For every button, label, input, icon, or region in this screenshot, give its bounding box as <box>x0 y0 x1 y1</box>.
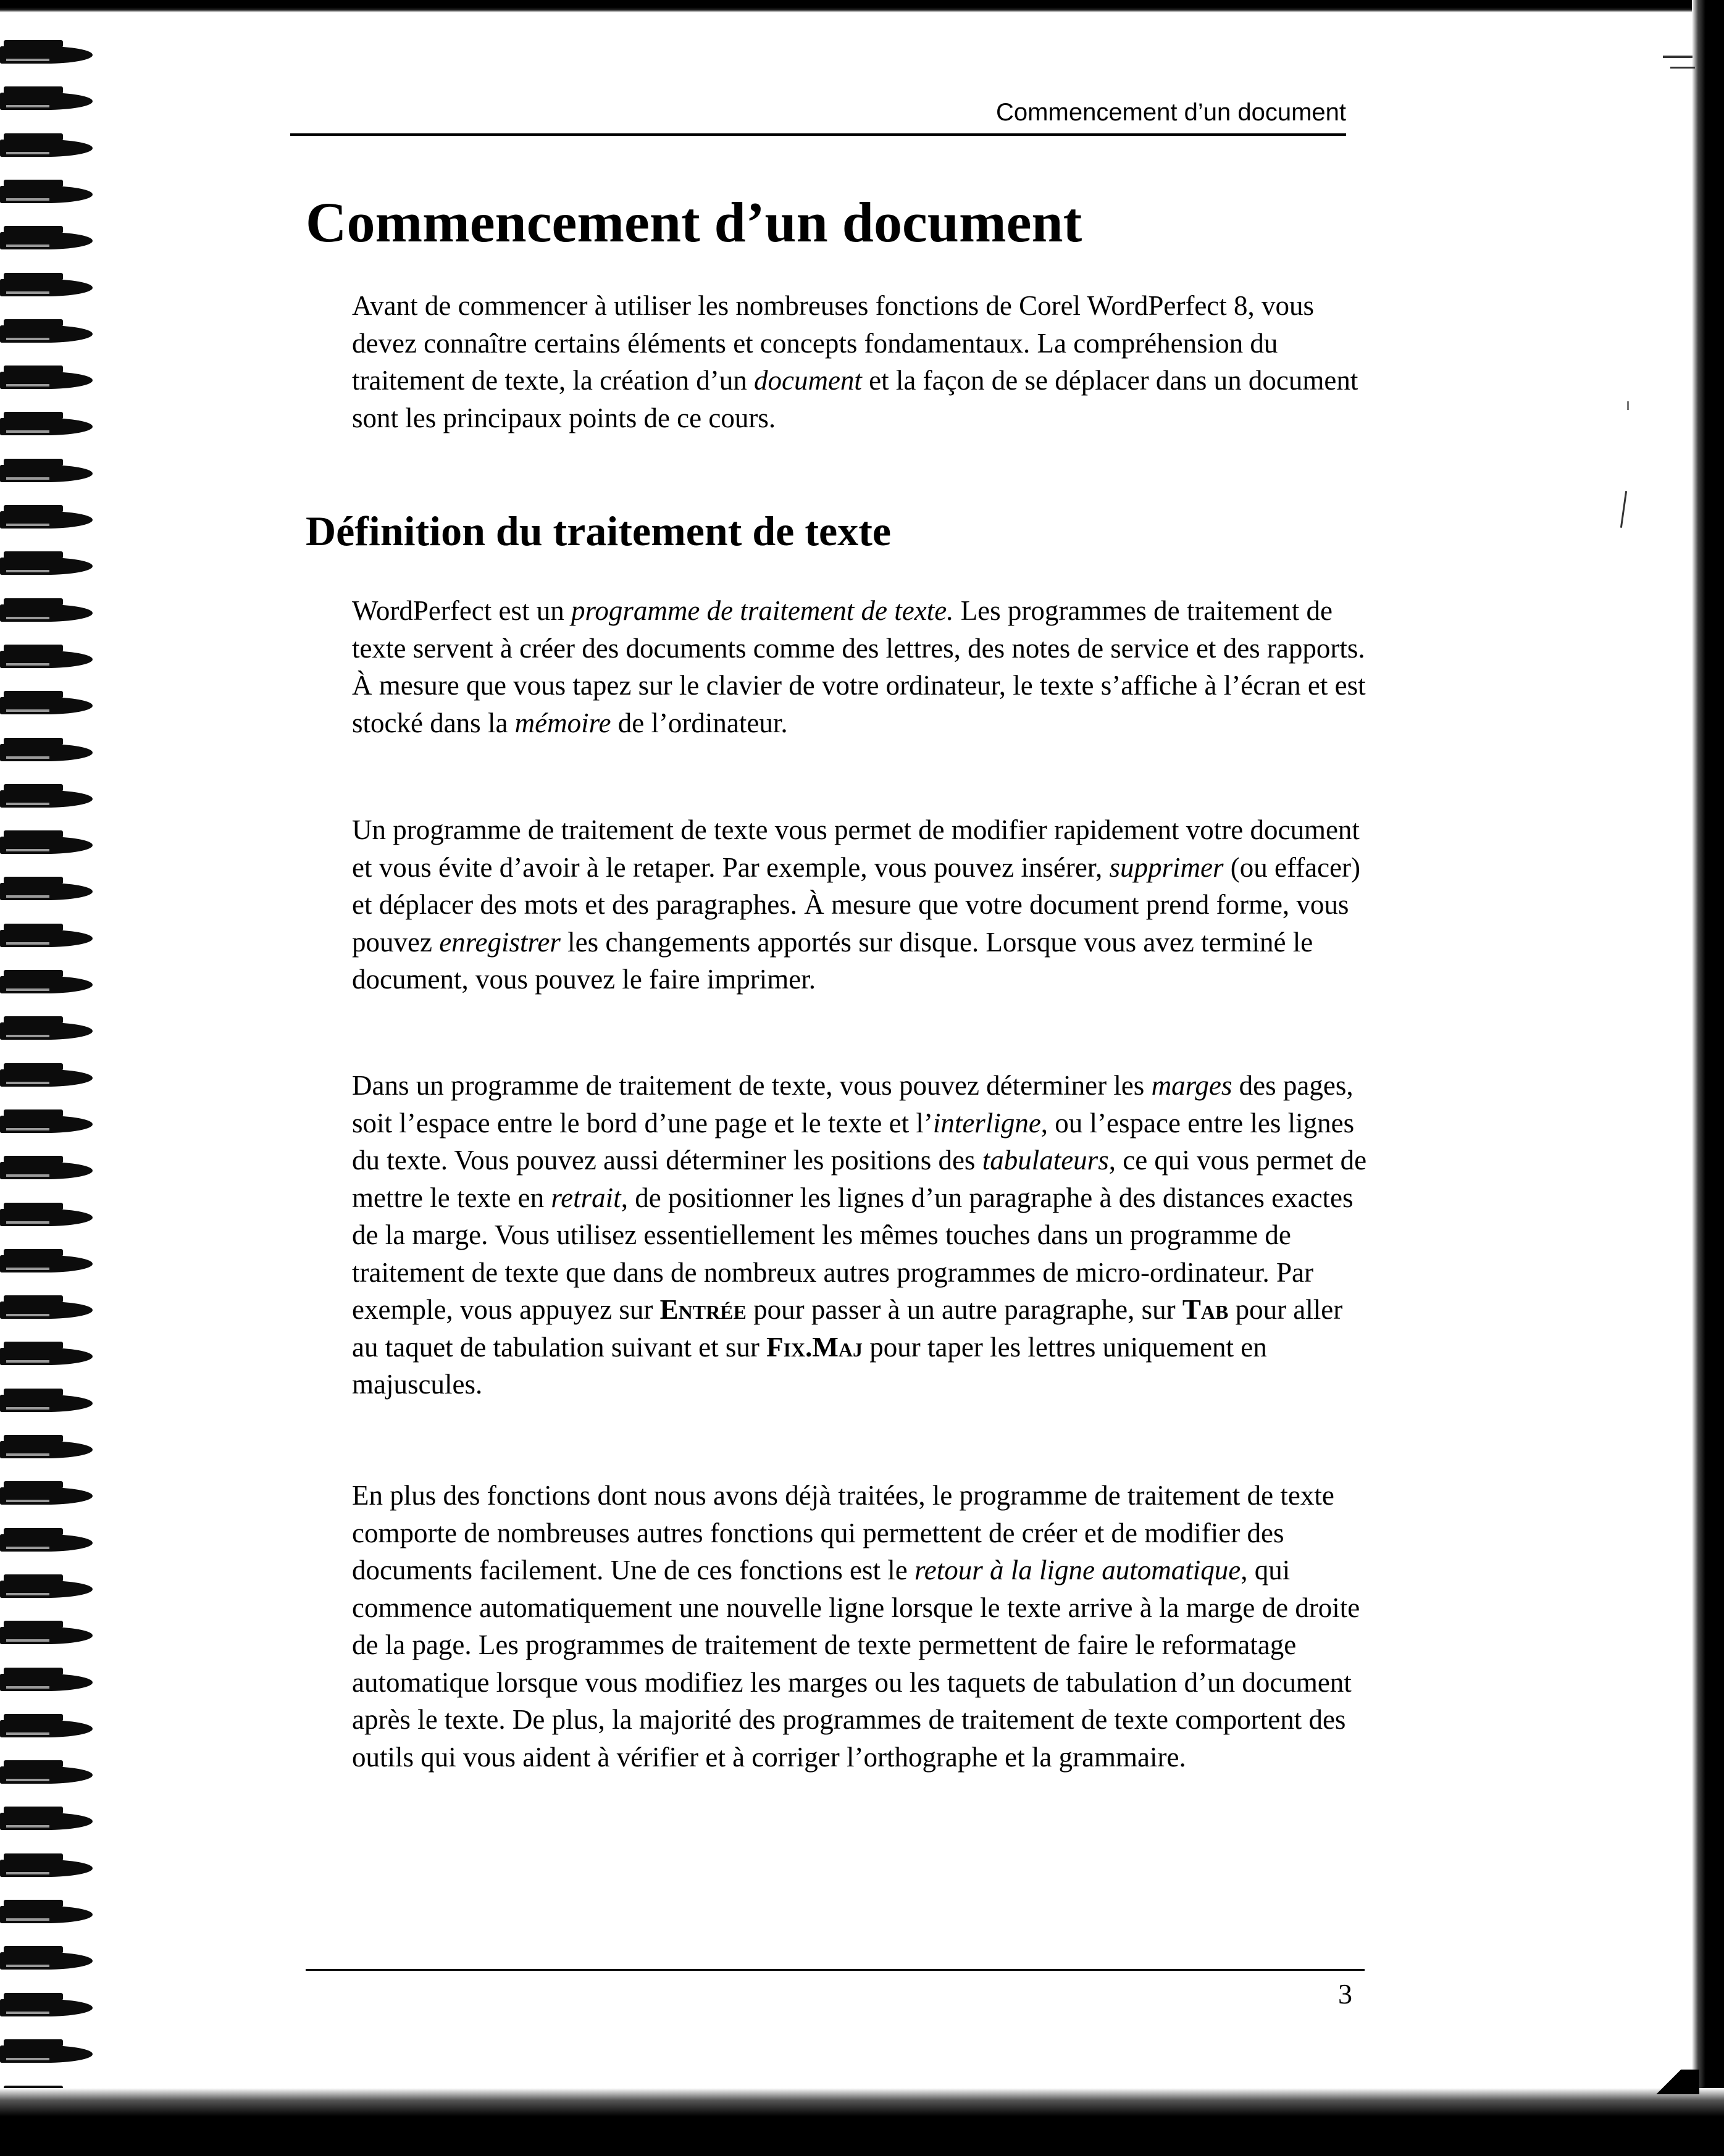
binding-ring <box>0 1674 93 1691</box>
binding-ring <box>0 604 93 622</box>
text-run: Dans un programme de traitement de texte, vous pouvez déterminer les <box>352 1070 1152 1101</box>
binding-ring <box>0 1116 93 1133</box>
intro-paragraph <box>352 287 1371 437</box>
binding-ring <box>0 1069 93 1087</box>
emphasized-term: retour à la ligne automatique <box>914 1555 1241 1586</box>
binding-ring <box>0 1162 93 1179</box>
page-title: Commencement d’un document <box>306 191 1082 254</box>
footer-rule <box>306 1969 1365 1971</box>
text-run: WordPerfect est un <box>352 595 572 626</box>
binding-ring <box>0 186 93 203</box>
scan-speck <box>1663 56 1693 58</box>
binding-ring <box>0 1348 93 1365</box>
key-name: Entrée <box>659 1294 747 1325</box>
binding-ring <box>0 140 93 157</box>
binding-ring <box>0 1860 93 1877</box>
scan-speck <box>1670 67 1695 69</box>
binding-ring <box>0 1534 93 1552</box>
body-paragraph <box>352 811 1371 998</box>
binding-ring <box>0 744 93 761</box>
binding-ring <box>0 325 93 343</box>
binding-ring <box>0 651 93 668</box>
body-paragraph <box>352 592 1371 742</box>
binding-ring <box>0 1766 93 1784</box>
text-run: pour aller au taquet de tabulation suivant et sur <box>352 1294 1343 1363</box>
text-run: Avant de commencer à utiliser les nombreuses fonctions de Corel WordPerfect 8, vous devez connaître certains éléments et concepts fondamentaux. La compréhension du traitement de texte, la création d’un <box>352 290 1315 396</box>
emphasized-term: interligne <box>932 1107 1041 1139</box>
binding-ring <box>0 1999 93 2016</box>
key-name: Fix.Maj <box>766 1331 863 1363</box>
scan-corner <box>1638 2070 1699 2094</box>
emphasized-term: enregistrer <box>439 926 561 958</box>
body-paragraph <box>352 1067 1371 1403</box>
binding-ring <box>0 790 93 808</box>
binding-ring <box>0 837 93 854</box>
binding-ring <box>0 232 93 249</box>
scan-speck <box>1627 401 1629 410</box>
text-run: En plus des fonctions dont nous avons déjà traitées, le programme de traitement de texte comporte de nombreuses autres fonctions qui permettent de créer et de modifier des documents facilement. Une de ces fonctions est le <box>352 1480 1334 1586</box>
binding-ring <box>0 511 93 529</box>
text-run: les changements apportés sur disque. Lorsque vous avez terminé le document, vous pouvez le faire imprimer. <box>352 926 1313 995</box>
binding-ring <box>0 1209 93 1226</box>
scan-edge-bottom <box>0 2088 1724 2156</box>
binding-ring <box>0 697 93 714</box>
binding-ring <box>0 976 93 993</box>
key-name: Tab <box>1182 1294 1229 1325</box>
emphasized-term: retrait <box>551 1182 621 1213</box>
header-rule <box>290 133 1346 136</box>
text-run: Les programmes de traitement de texte servent à créer des documents comme des lettres, des notes de service et des rapports. À mesure que vous tapez sur le clavier de votre ordinateur, le texte s’affiche à l’écran et est stocké dans la <box>352 595 1366 738</box>
binding-ring <box>0 1581 93 1598</box>
binding-ring <box>0 1302 93 1319</box>
binding-ring <box>0 46 93 64</box>
emphasized-term: tabulateurs <box>982 1145 1109 1176</box>
page-number: 3 <box>1338 1978 1352 2010</box>
running-header: Commencement d’un document <box>996 99 1346 126</box>
binding-ring <box>0 1952 93 1970</box>
binding-ring <box>0 2045 93 2063</box>
text-run: de l’ordinateur. <box>611 707 788 738</box>
emphasized-term: document <box>753 365 862 396</box>
binding-ring <box>0 1487 93 1505</box>
binding-ring <box>0 465 93 482</box>
emphasized-term: supprimer <box>1109 851 1224 883</box>
text-run: , de positionner les lignes d’un paragraphe à des distances exactes de la marge. Vous utilisez essentiellement les mêmes touches dans un programme de traitement de texte que dans de nombreux autres programmes de micro-ordinateur. Par exemple, vous appuyez sur <box>352 1182 1354 1325</box>
emphasized-term: mémoire <box>514 707 611 738</box>
binding-ring <box>0 1022 93 1040</box>
binding-ring <box>0 1441 93 1458</box>
binding-ring <box>0 1813 93 1830</box>
binding-ring <box>0 930 93 947</box>
text-run: Un programme de traitement de texte vous permet de modifier rapidement votre document et vous évite d’avoir à le retaper. Par exemple, vous pouvez insérer, <box>352 814 1360 883</box>
binding-ring <box>0 558 93 575</box>
spiral-binding <box>0 0 105 2156</box>
binding-ring <box>0 372 93 389</box>
scan-speck <box>1620 491 1627 528</box>
text-run: pour passer à un autre paragraphe, sur <box>746 1294 1182 1325</box>
binding-ring <box>0 1395 93 1412</box>
scan-edge-top <box>0 0 1724 12</box>
binding-ring <box>0 93 93 110</box>
emphasized-term: programme de traitement de texte. <box>571 595 954 626</box>
text-run: des pages, soit l’espace entre le bord d’une page et le texte et l’ <box>352 1070 1354 1139</box>
binding-ring <box>0 1255 93 1272</box>
binding-ring <box>0 1720 93 1737</box>
binding-ring <box>0 883 93 900</box>
body-paragraph <box>352 1477 1371 1776</box>
text-run: et la façon de se déplacer dans un document sont les principaux points de ce cours. <box>352 365 1358 433</box>
scan-edge-right <box>1692 0 1724 2156</box>
section-heading: Définition du traitement de texte <box>306 508 892 554</box>
text-run: , qui commence automatiquement une nouvelle ligne lorsque le texte arrive à la marge de droite de la page. Les programmes de traitement de texte permettent de faire le reformatage automatique lorsque vous modifiez les marges ou les taquets de tabulation d’un document après le texte. De plus, la majorité des programmes de traitement de texte comportent des outils qui vous aident à vérifier et à corriger l’orthographe et la grammaire. <box>352 1555 1360 1773</box>
text-run: , ou l’espace entre les lignes du texte. Vous pouvez aussi déterminer les positions des <box>352 1107 1355 1176</box>
text-run: pour taper les lettres uniquement en majuscules. <box>352 1331 1267 1400</box>
text-run: , ce qui vous permet de mettre le texte en <box>352 1145 1367 1213</box>
text-run: (ou effacer) et déplacer des mots et des paragraphes. À mesure que votre document prend forme, vous pouvez <box>352 851 1361 958</box>
binding-ring <box>0 418 93 435</box>
binding-ring <box>0 1627 93 1644</box>
emphasized-term: marges <box>1151 1070 1232 1101</box>
binding-ring <box>0 279 93 296</box>
binding-ring <box>0 1906 93 1923</box>
